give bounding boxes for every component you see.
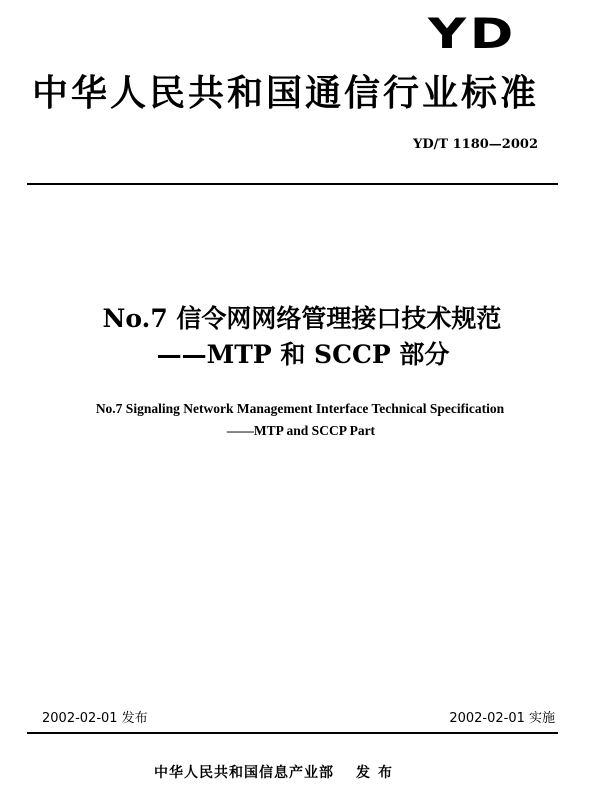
issue-date: 2002-02-01 发布: [42, 711, 148, 726]
publisher-name: 中华人民共和国信息产业部: [154, 765, 334, 781]
yd-logo: YD: [428, 9, 518, 58]
standard-number: YD/T 1180—2002: [413, 137, 538, 152]
publisher-line: [154, 764, 400, 782]
publish-action: 发布: [356, 765, 400, 781]
standard-category-title: 中华人民共和国通信行业标准: [32, 73, 540, 114]
chinese-title-line2: ——MTP 和 SCCP 部分: [156, 340, 450, 369]
chinese-title-line1: No.7 信令网网络管理接口技术规范: [102, 304, 502, 333]
implement-date: 2002-02-01 实施: [449, 711, 555, 726]
top-divider: [27, 183, 558, 185]
english-title-line1: No.7 Signaling Network Management Interface Technical Specification: [95, 401, 505, 416]
bottom-divider: [27, 732, 558, 734]
english-title-line2: ——MTP and SCCP Part: [226, 423, 376, 438]
